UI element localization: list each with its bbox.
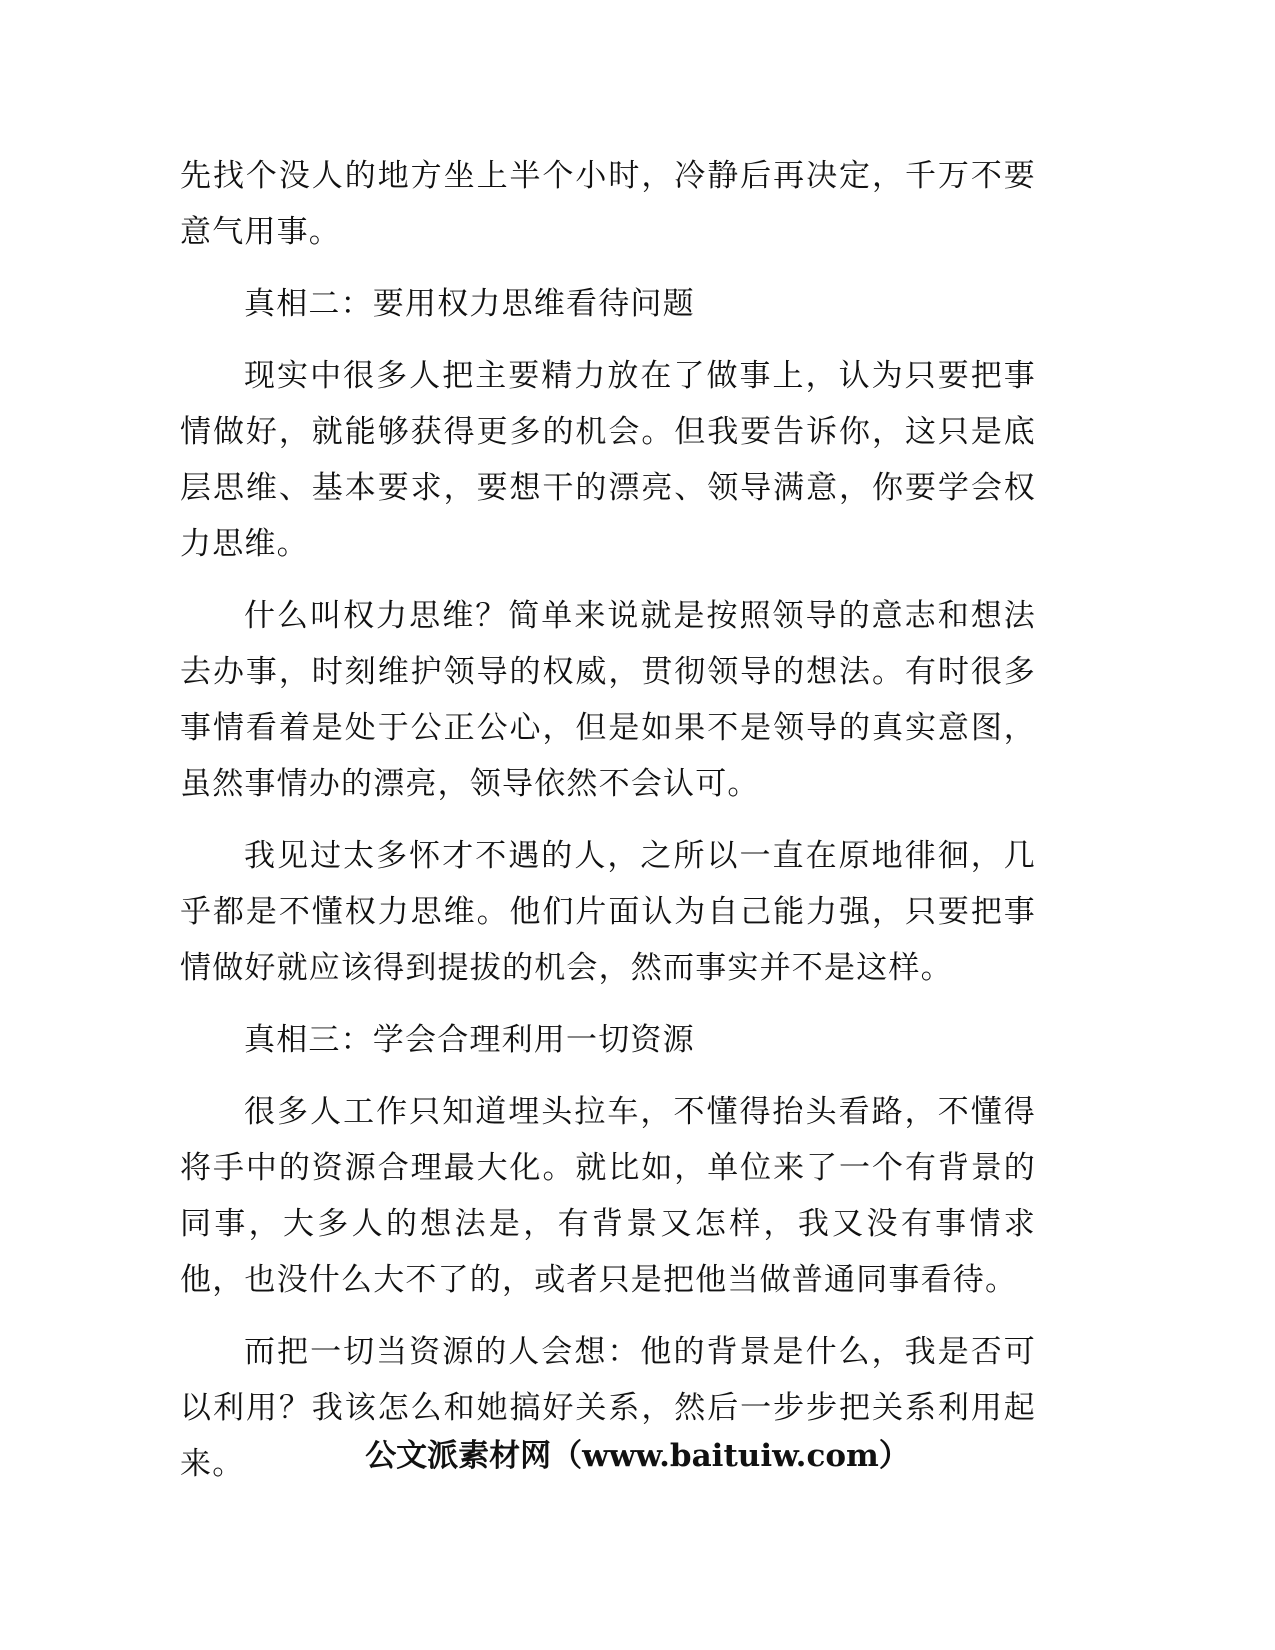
paragraph: 我见过太多怀才不遇的人，之所以一直在原地徘徊，几乎都是不懂权力思维。他们片面认为自己能力强，只要把事情做好就应该得到提拔的机会，然而事实并不是这样。: [180, 838, 1036, 986]
paragraph: 而把一切当资源的人会想：他的背景是什么，我是否可以利用？我该怎么和她搞好关系，然后一步步把关系利用起来。: [180, 1334, 1036, 1482]
page-footer: 公文派素材网（www.baituiw.com）: [365, 1438, 910, 1474]
section-heading-3: 真相三：学会合理利用一切资源: [244, 1022, 695, 1058]
document-body: [180, 148, 1036, 1508]
paragraph-continuation: 先找个没人的地方坐上半个小时，冷静后再决定，千万不要意气用事。: [180, 158, 1036, 250]
paragraph: 很多人工作只知道埋头拉车，不懂得抬头看路，不懂得将手中的资源合理最大化。就比如，单位来了一个有背景的同事，大多人的想法是，有背景又怎样，我又没有事情求他，也没什么大不了的，或者只是把他当做普通同事看待。: [180, 1094, 1036, 1298]
paragraph: 现实中很多人把主要精力放在了做事上，认为只要把事情做好，就能够获得更多的机会。但我要告诉你，这只是底层思维、基本要求，要想干的漂亮、领导满意，你要学会权力思维。: [180, 358, 1036, 562]
paragraph: 什么叫权力思维？简单来说就是按照领导的意志和想法去办事，时刻维护领导的权威，贯彻领导的想法。有时很多事情看着是处于公正公心，但是如果不是领导的真实意图，虽然事情办的漂亮，领导依然不会认可。: [180, 598, 1036, 802]
section-heading-2: 真相二：要用权力思维看待问题: [244, 286, 695, 322]
